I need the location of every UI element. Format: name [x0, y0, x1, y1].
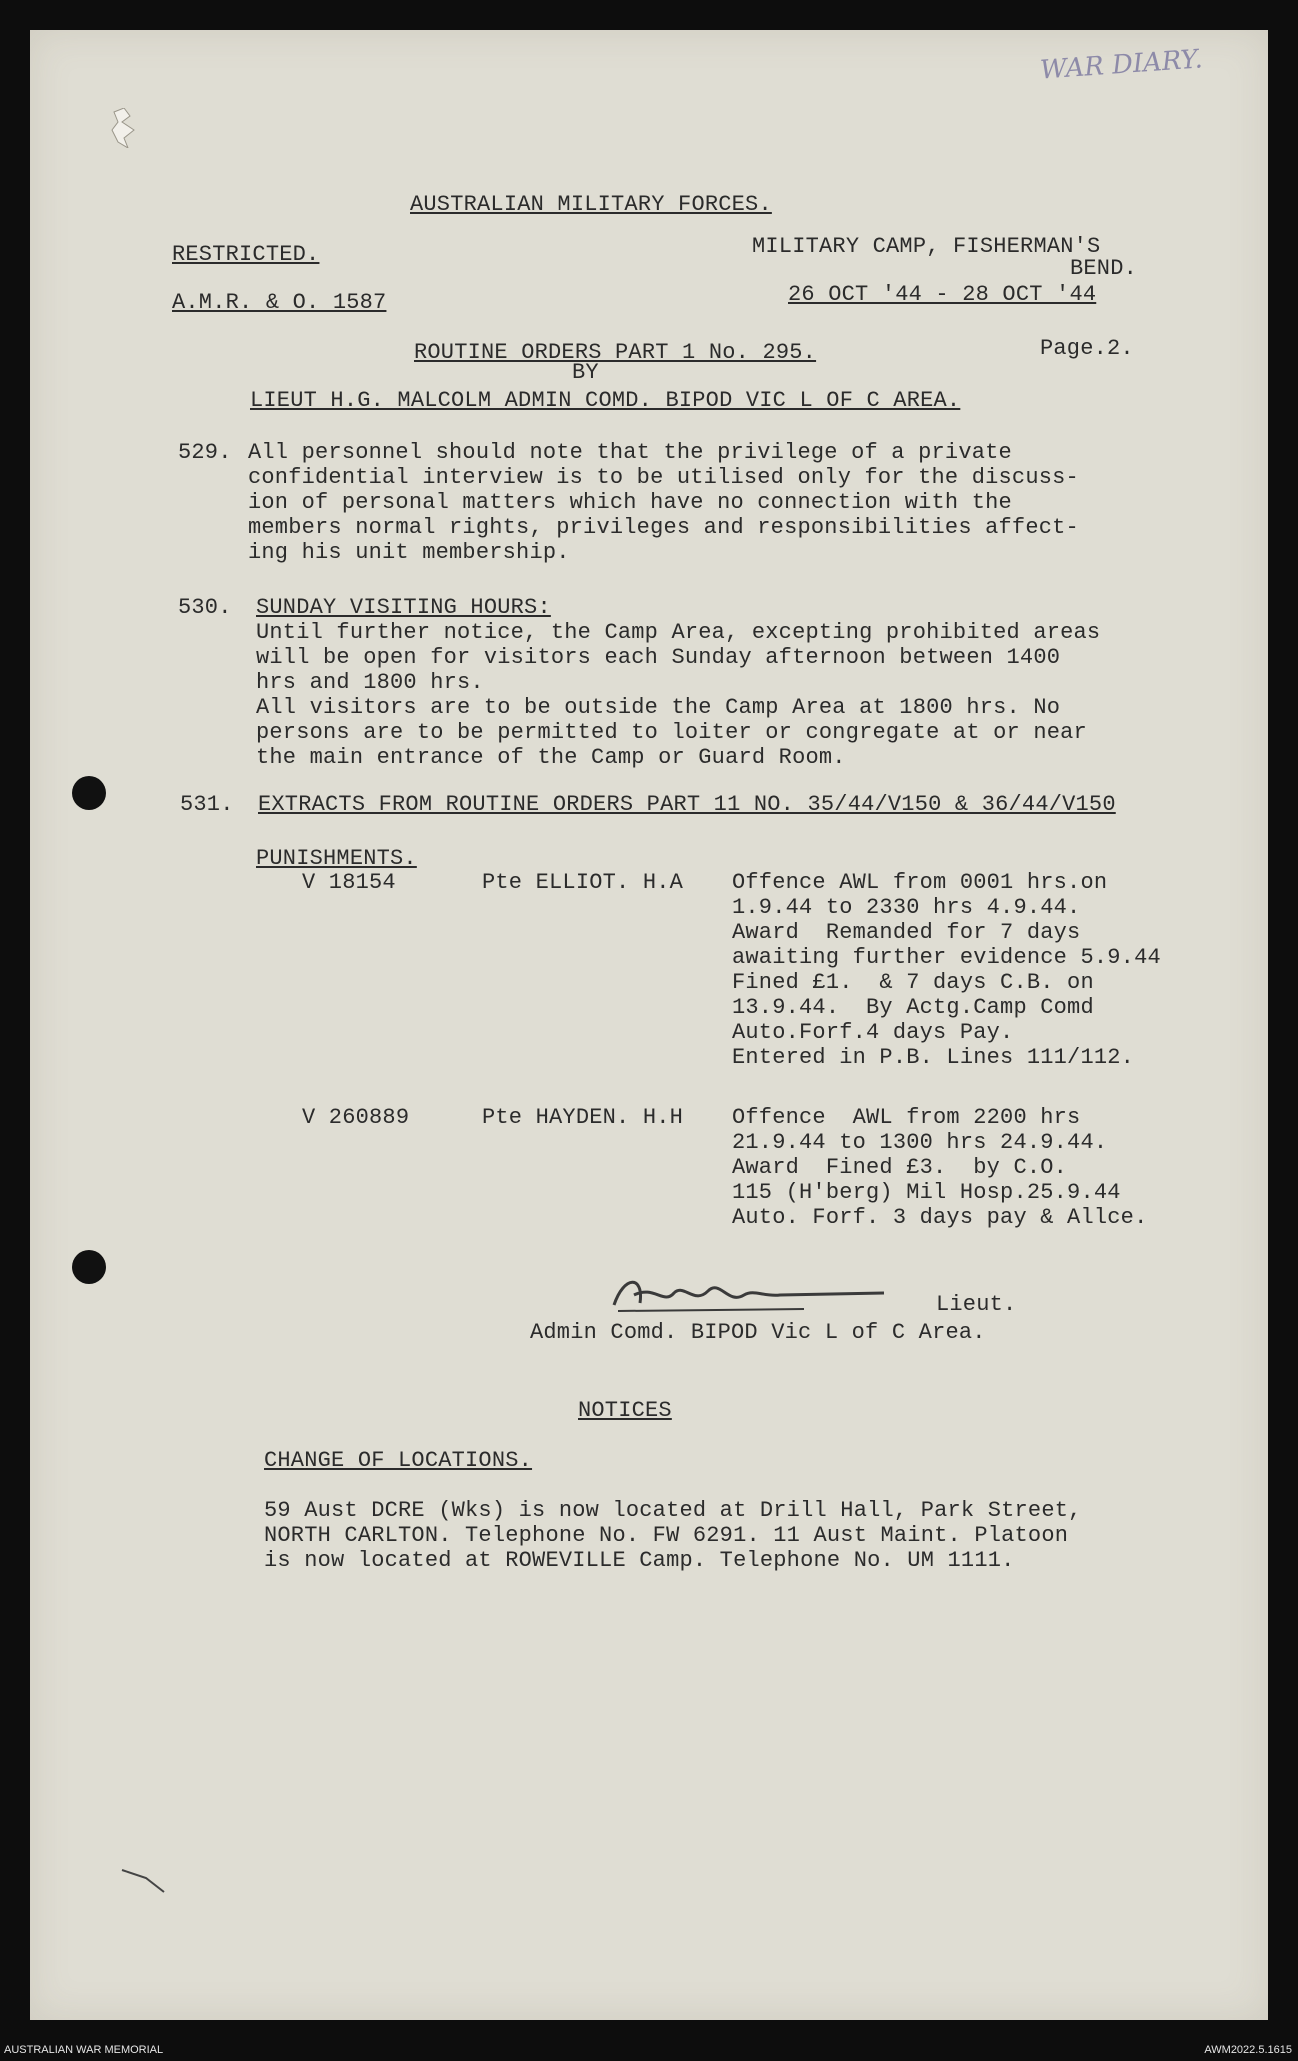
- entry-name: Pte ELLIOT. H.A: [482, 870, 684, 895]
- notice-line: 59 Aust DCRE (Wks) is now located at Drill Hall, Park Street,: [264, 1498, 1082, 1523]
- order-530-line: All visitors are to be outside the Camp Area at 1800 hrs. No: [256, 695, 1061, 720]
- entry-detail-line: Auto.Forf.4 days Pay.: [732, 1020, 1014, 1045]
- restricted-label: RESTRICTED.: [172, 242, 320, 267]
- order-529-line: members normal rights, privileges and responsibilities affect-: [248, 515, 1079, 540]
- reference-number: A.M.R. & O. 1587: [172, 290, 387, 315]
- commander-line: LIEUT H.G. MALCOLM ADMIN COMD. BIPOD VIC L OF C AREA.: [250, 388, 961, 413]
- order-529-line: ing his unit membership.: [248, 540, 570, 565]
- entry-detail-line: Offence AWL from 0001 hrs.on: [732, 870, 1108, 895]
- order-531-heading: EXTRACTS FROM ROUTINE ORDERS PART 11 NO. 35/44/V150 & 36/44/V150: [258, 792, 1116, 817]
- signature-title: Admin Comd. BIPOD Vic L of C Area.: [530, 1320, 986, 1345]
- entry-detail-line: 13.9.44. By Actg.Camp Comd: [732, 995, 1094, 1020]
- footer-credit: AUSTRALIAN WAR MEMORIAL: [4, 2044, 164, 2056]
- routine-orders-title: ROUTINE ORDERS PART 1 No. 295.: [414, 340, 817, 365]
- punch-hole: [72, 776, 106, 810]
- change-of-locations-heading: CHANGE OF LOCATIONS.: [264, 1448, 533, 1473]
- by-label: BY: [572, 360, 599, 385]
- entry-detail-line: awaiting further evidence 5.9.44: [732, 945, 1161, 970]
- punishments-heading: PUNISHMENTS.: [256, 846, 417, 871]
- footer-accession-number: AWM2022.5.1615: [1204, 2044, 1292, 2056]
- entry-name: Pte HAYDEN. H.H: [482, 1105, 684, 1130]
- order-530-line: persons are to be permitted to loiter or congregate at or near: [256, 720, 1087, 745]
- page-number: Page.2.: [1040, 336, 1134, 361]
- pen-mark: [120, 1866, 170, 1896]
- document-page: [30, 30, 1268, 2020]
- entry-detail-line: Award Fined £3. by C.O.: [732, 1155, 1068, 1180]
- entry-service-number: V 18154: [302, 870, 396, 895]
- order-530-heading: SUNDAY VISITING HOURS:: [256, 595, 551, 620]
- order-530-number: 530.: [178, 595, 232, 620]
- entry-detail-line: Offence AWL from 2200 hrs: [732, 1105, 1081, 1130]
- org-heading: AUSTRALIAN MILITARY FORCES.: [410, 192, 772, 217]
- order-530-line: hrs and 1800 hrs.: [256, 670, 484, 695]
- order-531-number: 531.: [180, 792, 234, 817]
- order-529-line: ion of personal matters which have no connection with the: [248, 490, 1012, 515]
- order-530-line: the main entrance of the Camp or Guard Room.: [256, 745, 846, 770]
- notice-line: NORTH CARLTON. Telephone No. FW 6291. 11 Aust Maint. Platoon: [264, 1523, 1069, 1548]
- notices-heading: NOTICES: [578, 1398, 672, 1423]
- order-529-line: All personnel should note that the privilege of a private: [248, 440, 1012, 465]
- entry-detail-line: Entered in P.B. Lines 111/112.: [732, 1045, 1135, 1070]
- entry-detail-line: 21.9.44 to 1300 hrs 24.9.44.: [732, 1130, 1108, 1155]
- entry-detail-line: Award Remanded for 7 days: [732, 920, 1081, 945]
- order-530-line: Until further notice, the Camp Area, excepting prohibited areas: [256, 620, 1101, 645]
- torn-paper-mark: [110, 108, 136, 148]
- date-range: 26 OCT '44 - 28 OCT '44: [788, 282, 1097, 307]
- entry-detail-line: 1.9.44 to 2330 hrs 4.9.44.: [732, 895, 1081, 920]
- location-line2: BEND.: [1070, 256, 1138, 281]
- entry-detail-line: 115 (H'berg) Mil Hosp.25.9.44: [732, 1180, 1121, 1205]
- war-diary-annotation: WAR DIARY.: [1039, 44, 1204, 86]
- signature-rank: Lieut.: [936, 1292, 1017, 1317]
- order-530-line: will be open for visitors each Sunday afternoon between 1400: [256, 645, 1061, 670]
- entry-detail-line: Fined £1. & 7 days C.B. on: [732, 970, 1094, 995]
- notice-line: is now located at ROWEVILLE Camp. Telephone No. UM 1111.: [264, 1548, 1015, 1573]
- handwritten-signature: [604, 1265, 894, 1325]
- punch-hole: [72, 1250, 106, 1284]
- order-529-line: confidential interview is to be utilised only for the discuss-: [248, 465, 1079, 490]
- location-line1: MILITARY CAMP, FISHERMAN'S: [752, 234, 1101, 259]
- entry-detail-line: Auto. Forf. 3 days pay & Allce.: [732, 1205, 1148, 1230]
- entry-service-number: V 260889: [302, 1105, 410, 1130]
- order-529-number: 529.: [178, 440, 232, 465]
